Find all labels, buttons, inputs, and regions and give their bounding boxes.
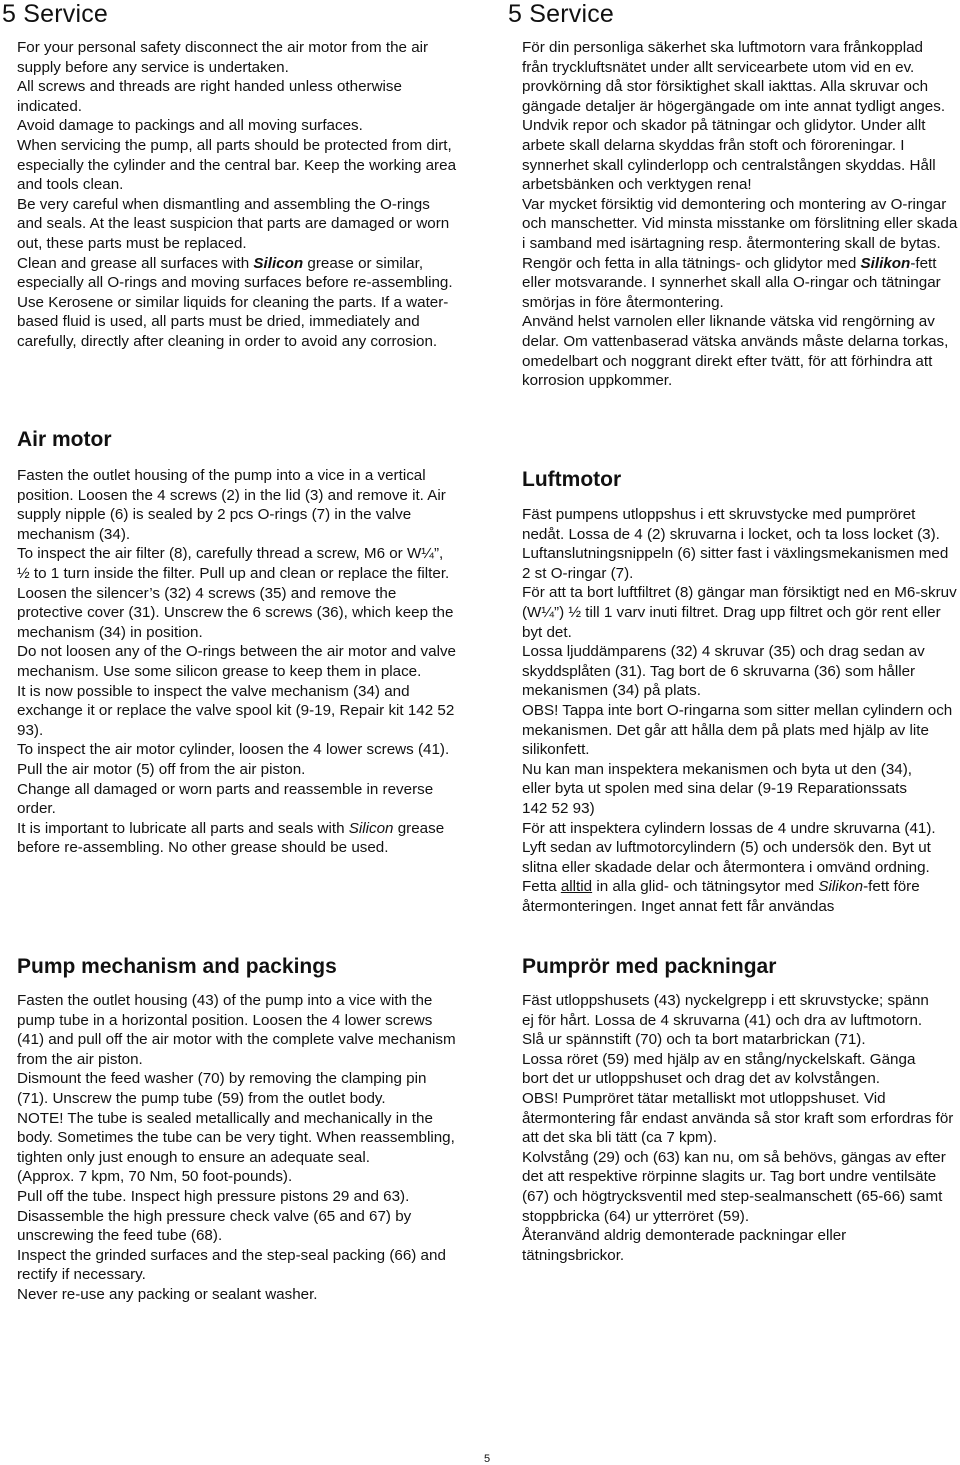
paragraph: Återanvänd aldrig demonterade packningar eller tätningsbrickor. [522,1227,847,1264]
text-run-emphasis: Silicon [253,254,304,272]
paragraph: Fasten the outlet housing of the pump into a vice in a vertical position. Loosen the 4 screws (2) in the lid (3) and remove it. Air supply nipple (6) is sealed by 2 pcs O-rings (7) in the valve mechanism (34). [17,467,446,543]
intro-sv [522,38,958,391]
paragraph: Kolvstång (29) och (63) kan nu, om så behövs, gängas av efter det att respektive rörpinne slagits ur. Tag bort undre ventilsäte (67) och högtrycksventil med step-sealmanschett (65-66) samt stoppbricka (64) ur ytterröret (59). [522,1148,946,1225]
paragraph: To inspect the air motor cylinder, loosen the 4 lower screws (41). Pull the air motor (5) off from the air piston. [17,741,450,778]
text-run-underlined: alltid [560,878,593,896]
text-run-emphasis: Silicon [348,819,394,837]
paragraph: It is now possible to inspect the valve mechanism (34) and exchange it or replace the valve spool kit (9-19, Repair kit 142 52 93). [17,682,455,739]
heading-pumpror: Pumprör med packningar [522,955,777,978]
section-title-sv: 5 Service [508,0,615,28]
air-motor-sv [522,505,958,916]
paragraph: Be very careful when dismantling and assembling the O-rings and seals. At the least suspicion that parts are damaged or worn out, these parts must be replaced. [17,195,450,252]
paragraph [522,877,952,916]
text-run: grease before re-assembling. No other grease should be used. [17,819,445,857]
paragraph: Nu kan man inspektera mekanismen och byta ut den (34), eller byta ut spolen med sina delar (9-19 Reparationssats 142 52 93) [522,760,913,817]
paragraph: Fäst pumpens utloppshus i ett skruvstycke med pumpröret nedåt. Lossa de 4 (2) skruvarna i locket, och ta loss locket (3). Luftanslutningsnippeln (6) sitter fast i växlingsmekanismen med 2 st O-ringar (7). [522,506,949,582]
paragraph: Använd helst varnolen eller liknande vätska vid rengörning av delar. Om vattenbaserad vätska används måste delarna torkas, omedelbart och noggrant direkt efter tvätt, för att förhindra att korrosion uppkommer. [522,313,949,390]
pump-mechanism-en [17,991,469,1305]
page-number: 5 [484,1453,491,1465]
paragraph: Inspect the grinded surfaces and the step-seal packing (66) and rectify if necessary. [17,1246,446,1284]
text-run-emphasis: Silikon [818,878,864,896]
paragraph: Never re-use any packing or sealant washer. [17,1285,318,1303]
air-motor-en [17,466,469,858]
paragraph [17,819,457,858]
paragraph: Lossa ljuddämparens (32) 4 skruvar (35) och drag sedan av skyddsplåten (31). Tag bort de 6 skruvarna (36) som håller mekanismen (34) på plats. [522,643,925,700]
pump-mechanism-sv [522,991,958,1265]
paragraph: Slå ur spännstift (70) och ta bort matarbrickan (71). [522,1031,866,1049]
heading-air-motor: Air motor [17,428,112,451]
paragraph: Pull off the tube. Inspect high pressure pistons 29 and 63). Disassemble the high pressure check valve (65 and 67) by unscrewing the feed tube (68). [17,1187,412,1245]
paragraph: OBS! Tappa inte bort O-ringarna som sitter mellan cylindern och mekanismen. Det går att hålla dem på plats med hjälp av lite silikonfett. [522,701,953,759]
paragraph: För att inspektera cylindern lossas de 4 undre skruvarna (41). Lyft sedan av luftmotorcylindern (5) och undersök den. Byt ut slitna eller skadade delar och återmontera i omvänd ordning. [522,819,936,876]
paragraph: Fäst utloppshusets (43) nyckelgrepp i ett skruvstycke; spänn ej för hårt. Lossa de 4 skruvarna (41) och dra av luftmotorn. [522,992,929,1029]
paragraph: Change all damaged or worn parts and reassemble in reverse order. [17,780,434,818]
text-run: Clean and grease all surfaces with [17,254,254,272]
paragraph: Use Kerosene or similar liquids for cleaning the parts. If a water-based fluid is used, all parts must be dried, immediately and carefully, directly after cleaning in order to avoid any corrosion. [17,293,449,350]
section-title-en: 5 Service [2,0,109,28]
paragraph [17,254,457,293]
heading-pump-mechanism: Pump mechanism and packings [17,955,337,978]
paragraph: För din personliga säkerhet ska luftmotorn vara frånkopplad från tryckluftsnätet under allt servicearbete utom vid en ev. provkörning då stor försiktighet skall iakttas. Alla skruvar och gängade detaljer är högergängade om inte annat tydligt anges. [522,39,946,115]
text-run: -fett eller motsvarande. I synnerhet skall alla O-ringar och tätningar smörjas in före återmontering. [522,254,941,311]
text-run-emphasis: Silikon [860,254,911,272]
paragraph: To inspect the air filter (8), carefully thread a screw, M6 or W¼”, ½ to 1 turn inside the filter. Pull up and clean or replace the filter. [17,545,450,582]
paragraph: Fasten the outlet housing (43) of the pump into a vice with the pump tube in a horizontal position. Loosen the 4 lower screws (41) and pull off the air motor with the complete valve mechanism from the air piston. [17,992,456,1068]
text-run: -fett före återmonteringen. Inget annat fett får användas [522,878,920,915]
paragraph: Dismount the feed washer (70) by removing the clamping pin (71). Unscrew the pump tube (59) from the outlet body. [17,1070,427,1107]
paragraph: OBS! Pumpröret tätar metalliskt mot utloppshuset. Vid återmontering får endast använda så stor kraft som erfordras för att det ska bli tätt (ca 7 kpm). [522,1089,954,1147]
paragraph: Lossa röret (59) med hjälp av en stång/nyckelskaft. Gänga bort det ur utloppshuset och drag det av kolvstången. [522,1050,916,1088]
text-run: Rengör och fetta in alla tätnings- och glidytor med [522,254,861,272]
paragraph: For your personal safety disconnect the air motor from the air supply before any service is undertaken. [17,39,429,76]
paragraph: NOTE! The tube is sealed metallically and mechanically in the body. Sometimes the tube can be very tight. When reassembling, tighten only just enough to ensure an adequate seal. [17,1109,455,1166]
text-run: It is important to lubricate all parts and seals with [17,819,349,837]
paragraph: Avoid damage to packings and all moving surfaces. [17,117,363,135]
paragraph: When servicing the pump, all parts should be protected from dirt, especially the cylinder and the central bar. Keep the working area and tools clean. [17,136,457,194]
paragraph [522,254,958,313]
text-run: grease or similar, especially all O-rings and moving surfaces before re-assembling. [17,254,453,292]
paragraph: Do not loosen any of the O-rings between the air motor and valve mechanism. Use some silicon grease to keep them in place. [17,643,456,680]
paragraph: Undvik repor och skador på tätningar och glidytor. Under allt arbete skall delarna skyddas från stoft och föroreningar. I synnerhet skall cylinderlopp och centralstången skyddas. Håll arbetsbänken och verktygen rena! [522,117,936,194]
paragraph: (Approx. 7 kpm, 70 Nm, 50 foot-pounds). [17,1168,293,1186]
paragraph: För att ta bort luftfiltret (8) gängar man försiktigt ned en M6-skruv (W¼”) ½ till 1 varv inuti filtret. Drag upp filtret och gör rent eller byt det. [522,584,957,641]
intro-en [17,38,469,352]
paragraph: Loosen the silencer’s (32) 4 screws (35) and remove the protective cover (31). Unscrew the 6 screws (36), which keep the mechanism (34) in position. [17,584,454,641]
text-run: Fetta [522,878,561,896]
text-run: in alla glid- och tätningsytor med [592,878,819,896]
paragraph: Var mycket försiktig vid demontering och montering av O-ringar och manschetter. Vid minsta misstanke om förslitning eller skada i samband med isärtagning resp. återmontering skall de bytas. [522,195,958,252]
heading-luftmotor: Luftmotor [522,468,622,491]
paragraph: All screws and threads are right handed unless otherwise indicated. [17,78,402,115]
